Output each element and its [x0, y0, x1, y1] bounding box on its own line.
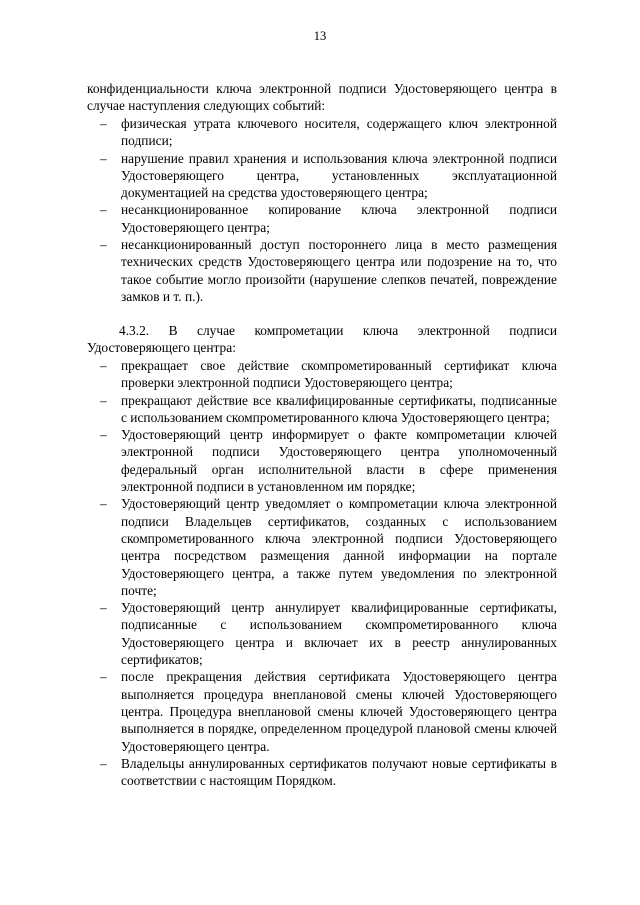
list-item-text: прекращает свое действие скомпрометированный сертификат ключа проверки электронной подписи Удостоверяющего центра;: [121, 358, 557, 391]
list-item: [100, 392, 557, 427]
list-item-text: прекращают действие все квалифицированные сертификаты, подписанные с использованием скомпрометированного ключа Удостоверяющего центра;: [121, 392, 557, 425]
bullet-dash: –: [100, 496, 107, 512]
list-item-text: физическая утрата ключевого носителя, содержащего ключ электронной подписи;: [121, 116, 557, 149]
list-item: [100, 599, 557, 668]
section-paragraph: 4.3.2. В случае компрометации ключа электронной подписи Удостоверяющего центра:: [87, 323, 557, 356]
list-item: [100, 668, 557, 754]
bullet-dash: –: [100, 669, 107, 685]
list-item: [100, 357, 557, 392]
list-item: [100, 495, 557, 599]
list-item-text: Владельцы аннулированных сертификатов получают новые сертификаты в соответствии с настоящим Порядком.: [121, 755, 557, 789]
compromise-consequences-list: [100, 357, 557, 789]
page-number: 13: [313, 29, 327, 43]
list-item-text: несанкционированное копирование ключа электронной подписи Удостоверяющего центра;: [121, 202, 557, 235]
bullet-dash: –: [100, 116, 107, 131]
compromise-events-list: [100, 115, 557, 305]
list-item-text: Удостоверяющий центр информирует о факте компрометации ключей электронной подписи Удостоверяющего центра уполномоченный федеральный орган исполнительной власти в сфере применения электронной подписи в установленном им порядке;: [121, 427, 557, 495]
list-item: [100, 755, 557, 790]
list-item: [100, 201, 557, 236]
list-item-text: после прекращения действия сертификата Удостоверяющего центра выполняется процедура внеплановой смены ключей Удостоверяющего центра. Процедура внеплановой смены ключей Удостоверяющего центра выполняется в порядке, определенном процедурой плановой смены ключей Удостоверяющего центра.: [121, 669, 557, 754]
intro-paragraph: конфиденциальности ключа электронной подписи Удостоверяющего центра в случае наступления следующих событий:: [87, 81, 557, 114]
bullet-dash: –: [100, 150, 107, 166]
list-item: [100, 115, 557, 150]
bullet-dash: –: [100, 755, 107, 771]
bullet-dash: –: [100, 392, 107, 408]
list-item-text: Удостоверяющий центр аннулирует квалифицированные сертификаты, подписанные с использованием скомпрометированного ключа Удостоверяющего центра и включает их в реестр аннулированных сертификатов;: [121, 600, 557, 668]
bullet-dash: –: [100, 358, 107, 373]
bullet-dash: –: [100, 427, 107, 443]
list-item: [100, 426, 557, 495]
list-item-text: нарушение правил хранения и использования ключа электронной подписи Удостоверяющего центра, установленных эксплуатационной документацией на средства удостоверяющего центра;: [121, 150, 557, 201]
bullet-dash: –: [100, 202, 107, 218]
bullet-dash: –: [100, 600, 107, 616]
list-item: [100, 150, 557, 202]
list-item-text: Удостоверяющий центр уведомляет о компрометации ключа электронной подписи Владельцев сертификатов, созданных с использованием скомпрометированного ключа электронной подписи Удостоверяющего центра посредством размещения данной информации на портале Удостоверяющего центра, а также путем уведомления по электронной почте;: [121, 496, 557, 598]
list-item: [100, 236, 557, 305]
bullet-dash: –: [100, 237, 107, 253]
list-item-text: несанкционированный доступ постороннего лица в место размещения технических средств Удостоверяющего центра или подозрение на то, что такое событие могло произойти (нарушение слепков печатей, повреждение замков и т. п.).: [121, 237, 557, 304]
